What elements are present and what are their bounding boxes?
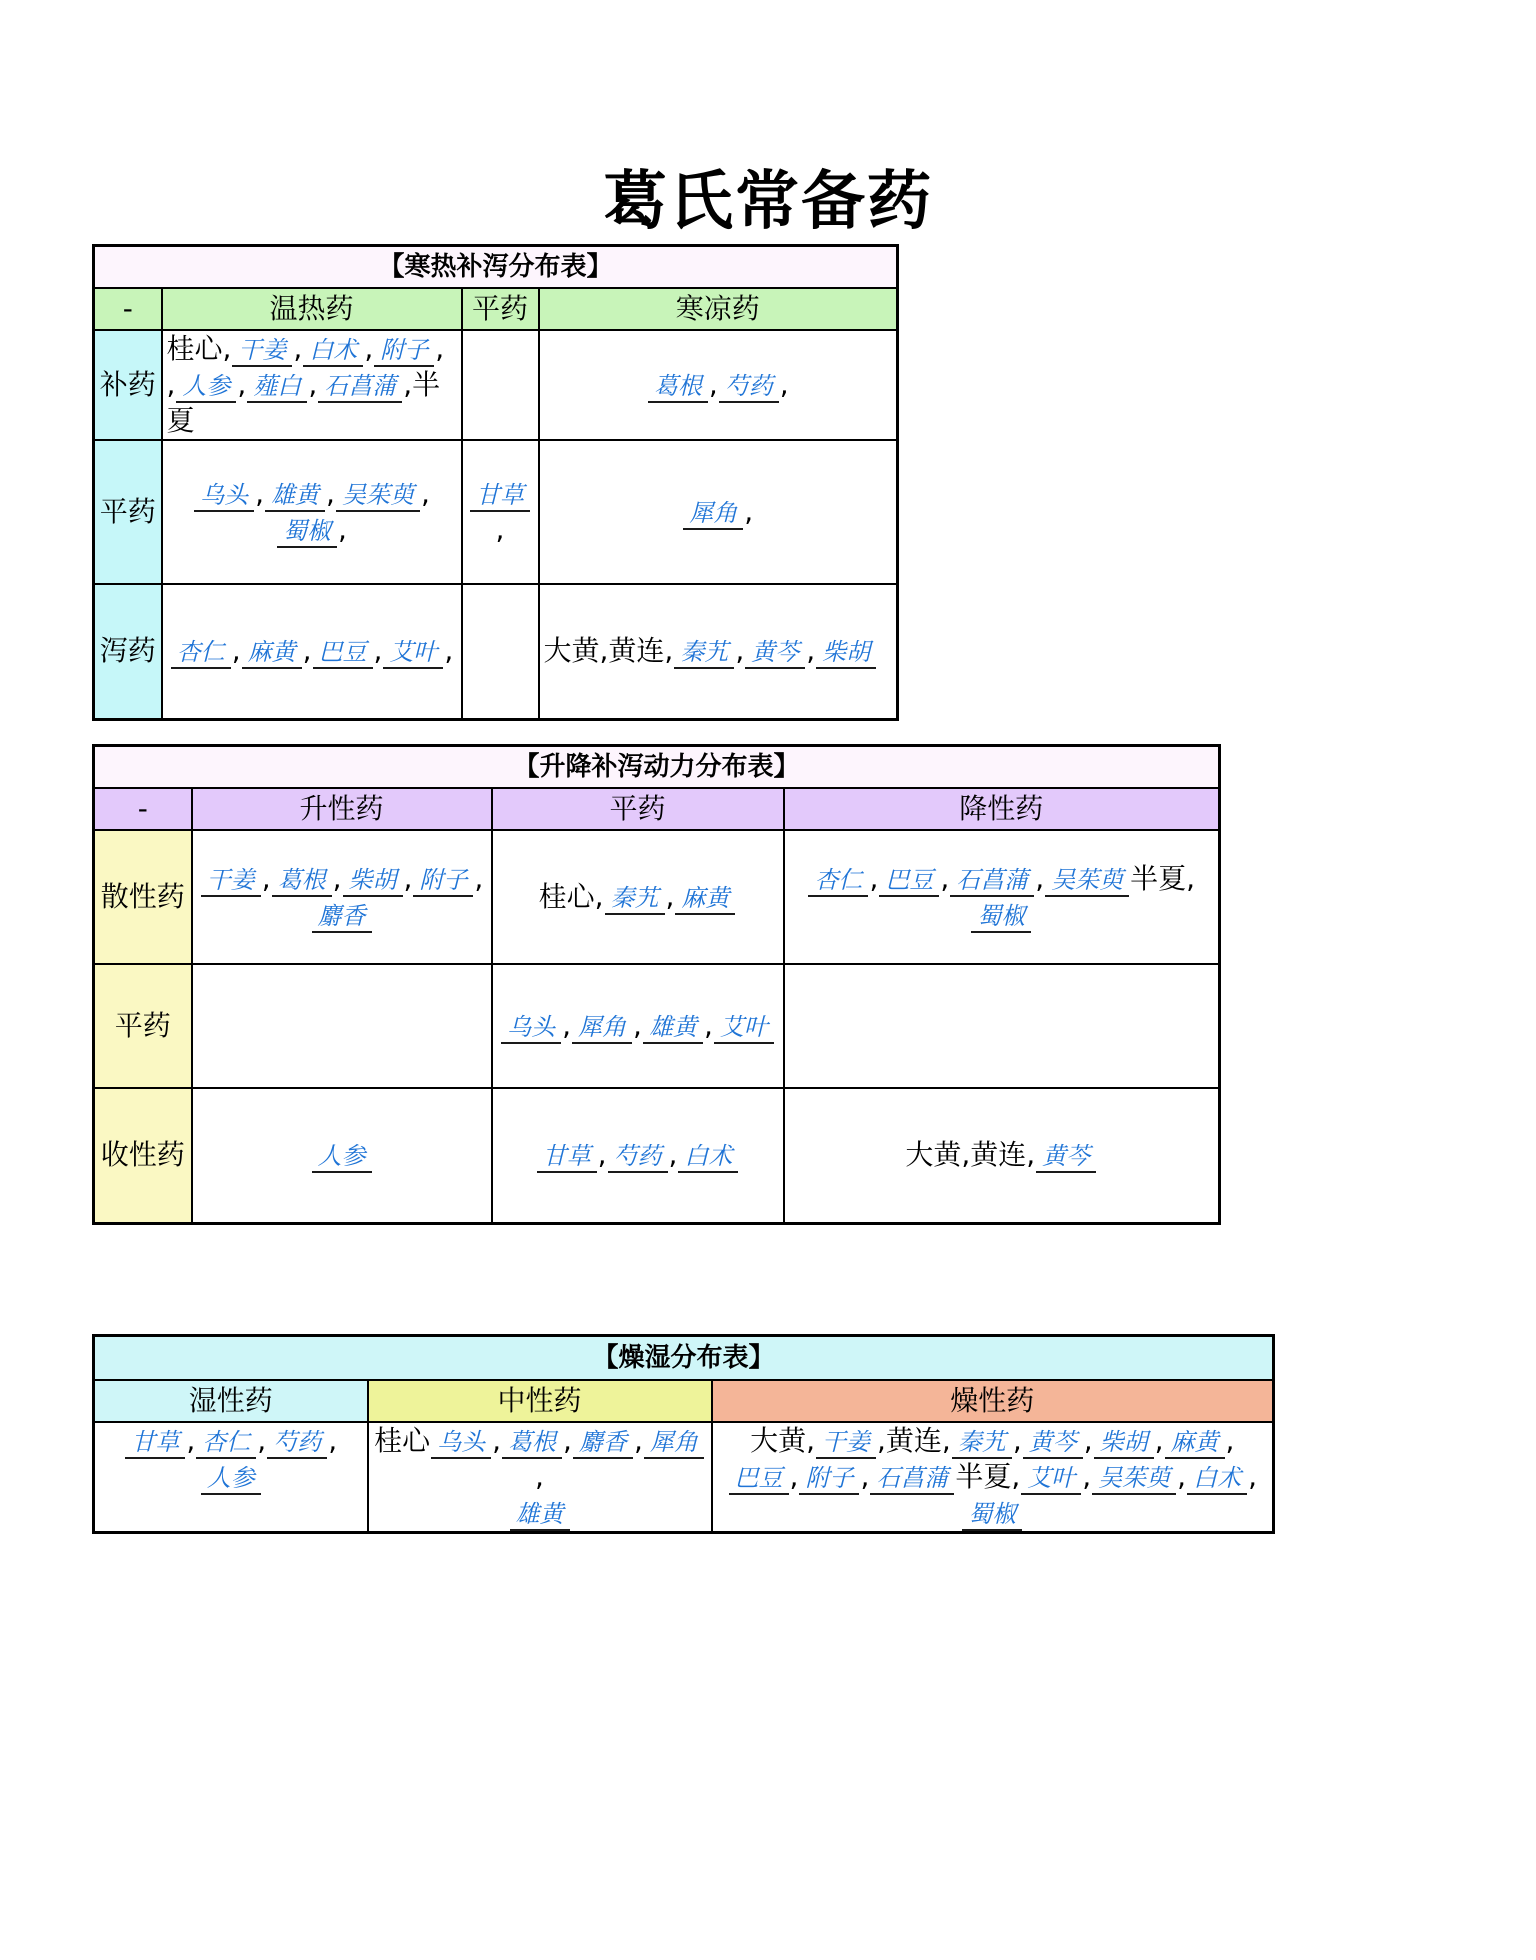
cell-neutral: 甘草, (462, 440, 539, 584)
row-label: 泻药 (94, 584, 162, 720)
cell-cold: 大黄,黄连, 秦艽 , 黄芩 , 柴胡 (539, 584, 898, 720)
handwritten-herb: 石菖蒲 (950, 865, 1034, 897)
handwritten-herb: 杏仁 (196, 1427, 256, 1459)
cell-descending (784, 964, 1220, 1088)
row-label: 平药 (94, 440, 162, 584)
handwritten-herb: 干姜 (816, 1427, 876, 1459)
cell-descending: 大黄,黄连, 黄芩 (784, 1088, 1220, 1224)
cell-ascending (192, 964, 492, 1088)
handwritten-herb: 葛根 (648, 371, 708, 403)
handwritten-herb: 芍药 (608, 1141, 668, 1173)
handwritten-herb: 秦艽 (952, 1427, 1012, 1459)
handwritten-herb: 黄芩 (1023, 1427, 1083, 1459)
handwritten-herb: 附子 (374, 335, 434, 367)
cell-neutral (462, 330, 539, 440)
header-wet: 湿性药 (94, 1380, 368, 1422)
handwritten-herb: 麻黄 (1165, 1427, 1225, 1459)
table-caption: 【寒热补泻分布表】 (94, 246, 898, 288)
handwritten-herb: 乌头 (194, 480, 254, 512)
cell-ascending (192, 1088, 492, 1224)
printed-text: 大黄,黄连, (543, 634, 674, 668)
handwritten-herb: 葛根 (272, 865, 332, 897)
handwritten-herb: 艾叶 (383, 637, 443, 669)
header-neutral: 平药 (492, 788, 784, 830)
handwritten-herb: 秦艽 (674, 637, 734, 669)
table-caption: 【燥湿分布表】 (94, 1336, 1274, 1380)
cell-neutral: 甘草 , 芍药 , 白术 (492, 1088, 784, 1224)
handwritten-herb: 甘草 (125, 1427, 185, 1459)
printed-text: 桂心 (374, 1423, 431, 1457)
handwritten-herb: 巴豆 (313, 637, 373, 669)
handwritten-herb: 薤白 (247, 371, 307, 403)
printed-text: 桂心, (538, 879, 604, 913)
handwritten-herb: 人参 (312, 1141, 372, 1173)
handwritten-herb: 人参 (176, 371, 236, 403)
cell-neutral (462, 584, 539, 720)
handwritten-herb: 雄黄 (265, 480, 325, 512)
handwritten-herb: 乌头 (501, 1012, 561, 1044)
handwritten-herb: 吴茱萸 (336, 480, 420, 512)
cell-ascending: 干姜 , 葛根 , 柴胡 , 附子 , 麝香 (192, 830, 492, 964)
cell-cold: 犀角 , (539, 440, 898, 584)
handwritten-herb: 巴豆 (729, 1463, 789, 1495)
cell-dry: 大黄, 干姜 ,黄连, 秦艽 , 黄芩 , 柴胡 , 麻黄 , 巴豆 , 附子 , 石菖蒲 半夏, 艾叶 , 吴茱萸 , 白术 ,蜀椒 (712, 1422, 1274, 1533)
header-dash: - (94, 788, 192, 830)
page-title: 葛氏常备药 (603, 165, 933, 239)
header-cold: 寒凉药 (539, 288, 898, 330)
handwritten-herb: 甘草 (537, 1141, 597, 1173)
cell-wet: 甘草 , 杏仁 , 芍药 ,人参 (94, 1422, 368, 1533)
handwritten-herb: 杏仁 (808, 865, 868, 897)
handwritten-herb: 黄芩 (745, 637, 805, 669)
header-neutral: 平药 (462, 288, 539, 330)
printed-text: 半夏 (1130, 861, 1187, 895)
cell-neutral: 桂心, 秦艽 , 麻黄 (492, 830, 784, 964)
handwritten-herb: 吴茱萸 (1045, 865, 1129, 897)
handwritten-herb: 柴胡 (816, 637, 876, 669)
printed-text: 大黄, (750, 1423, 815, 1457)
handwritten-herb: 麝香 (573, 1427, 633, 1459)
cell-cold: 葛根 , 芍药 , (539, 330, 898, 440)
handwritten-herb: 石菖蒲 (870, 1463, 954, 1495)
handwritten-herb: 巴豆 (879, 865, 939, 897)
handwritten-herb: 白术 (1187, 1463, 1247, 1495)
header-dry: 燥性药 (712, 1380, 1274, 1422)
handwritten-herb: 葛根 (502, 1427, 562, 1459)
ascend-descend-table (92, 744, 1221, 1225)
row-label: 散性药 (94, 830, 192, 964)
handwritten-herb: 干姜 (201, 865, 261, 897)
cell-neutral: 桂心 乌头 , 葛根 , 麝香 , 犀角, 雄黄 (368, 1422, 712, 1533)
handwritten-herb: 甘草 (470, 480, 530, 512)
handwritten-herb: 犀角 (683, 498, 743, 530)
handwritten-herb: 石菖蒲 (318, 371, 402, 403)
handwritten-herb: 附子 (413, 865, 473, 897)
printed-text: 大黄,黄连 (905, 1138, 1027, 1172)
handwritten-herb: 芍药 (267, 1427, 327, 1459)
printed-text: 半夏, (955, 1459, 1021, 1493)
handwritten-herb: 乌头 (431, 1427, 491, 1459)
handwritten-herb: 吴茱萸 (1092, 1463, 1176, 1495)
handwritten-herb: 柴胡 (1094, 1427, 1154, 1459)
handwritten-herb: 犀角 (572, 1012, 632, 1044)
handwritten-herb: 雄黄 (510, 1499, 570, 1531)
handwritten-herb: 蜀椒 (962, 1499, 1022, 1531)
handwritten-herb: 柴胡 (343, 865, 403, 897)
handwritten-herb: 麝香 (312, 901, 372, 933)
header-dash: - (94, 288, 162, 330)
table-caption: 【升降补泻动力分布表】 (94, 746, 1220, 788)
printed-text: 黄连, (885, 1423, 951, 1457)
header-neutral: 中性药 (368, 1380, 712, 1422)
cell-neutral: 乌头 , 犀角 , 雄黄 , 艾叶 (492, 964, 784, 1088)
dry-wet-table (92, 1334, 1275, 1534)
handwritten-herb: 蜀椒 (277, 516, 337, 548)
cell-warm: 桂心, 干姜 , 白术 , 附子 , , 人参 , 薤白 , 石菖蒲 ,半夏 (162, 330, 462, 440)
header-ascending: 升性药 (192, 788, 492, 830)
cell-warm: 杏仁 , 麻黄 , 巴豆 , 艾叶 , (162, 584, 462, 720)
handwritten-herb: 人参 (201, 1463, 261, 1495)
printed-text: 桂心, (166, 331, 232, 365)
handwritten-herb: 雄黄 (643, 1012, 703, 1044)
handwritten-herb: 附子 (799, 1463, 859, 1495)
row-label: 补药 (94, 330, 162, 440)
cold-hot-tonify-purge-table (92, 244, 899, 721)
handwritten-herb: 杏仁 (171, 637, 231, 669)
handwritten-herb: 麻黄 (242, 637, 302, 669)
handwritten-herb: 干姜 (232, 335, 292, 367)
handwritten-herb: 秦艽 (605, 883, 665, 915)
handwritten-herb: 芍药 (719, 371, 779, 403)
cell-warm: 乌头 , 雄黄 , 吴茱萸 ,蜀椒 , (162, 440, 462, 584)
handwritten-herb: 黄芩 (1036, 1141, 1096, 1173)
handwritten-herb: 蜀椒 (971, 901, 1031, 933)
handwritten-herb: 白术 (303, 335, 363, 367)
handwritten-herb: 艾叶 (714, 1012, 774, 1044)
cell-descending: 杏仁 , 巴豆 , 石菖蒲 , 吴茱萸 半夏,蜀椒 (784, 830, 1220, 964)
handwritten-herb: 麻黄 (675, 883, 735, 915)
printed-text: 半夏 (166, 367, 441, 437)
handwritten-herb: 白术 (678, 1141, 738, 1173)
handwritten-herb: 犀角 (644, 1427, 704, 1459)
row-label: 平药 (94, 964, 192, 1088)
header-descending: 降性药 (784, 788, 1220, 830)
header-warm: 温热药 (162, 288, 462, 330)
row-label: 收性药 (94, 1088, 192, 1224)
handwritten-herb: 艾叶 (1021, 1463, 1081, 1495)
